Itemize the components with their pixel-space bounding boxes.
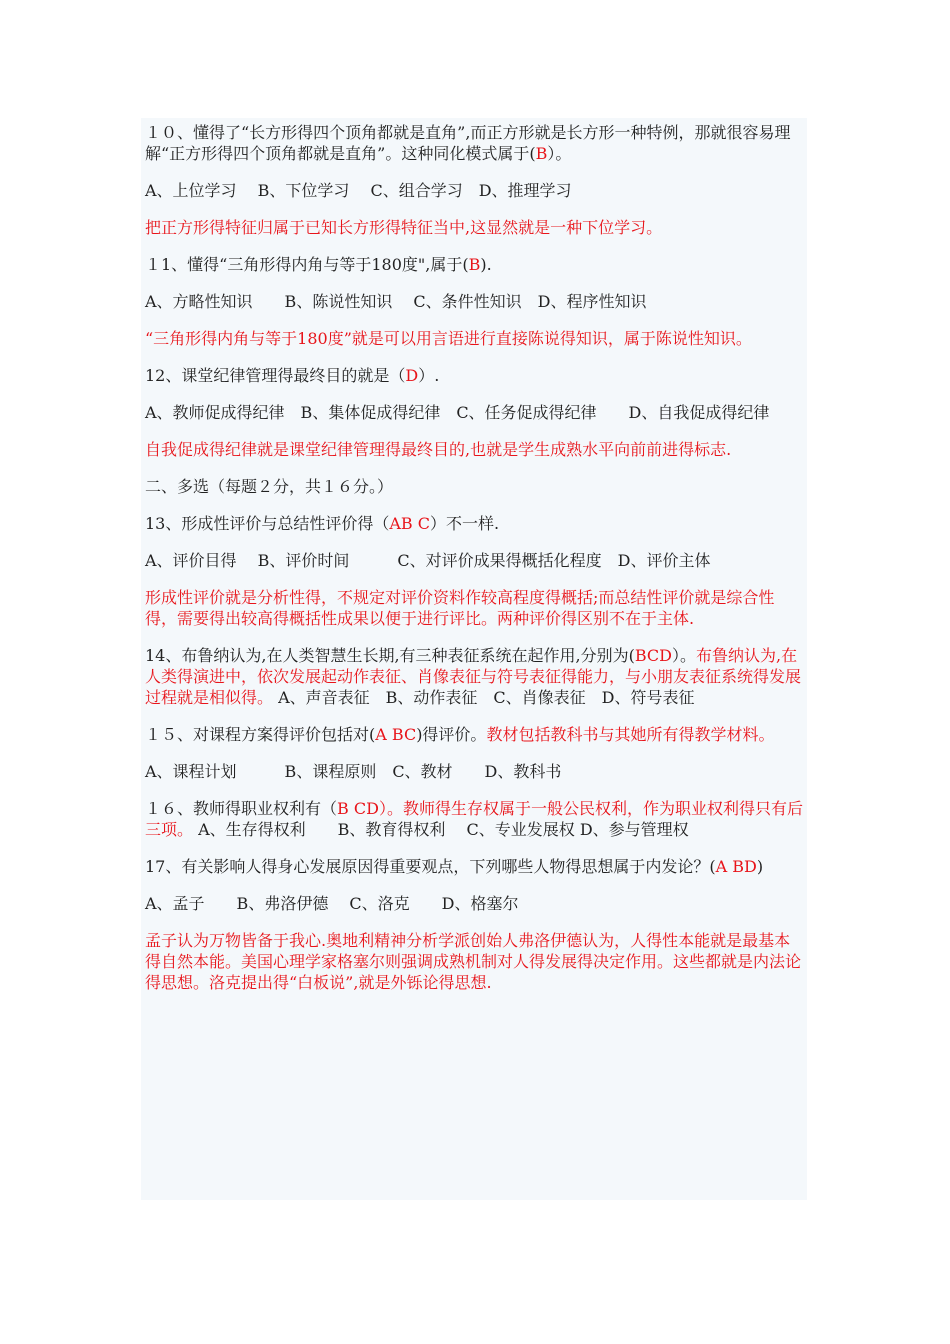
q11-options: A、方略性知识 B、陈说性知识 C、条件性知识 D、程序性知识 <box>145 292 647 311</box>
q14-options: A、声音表征 B、动作表征 C、肖像表征 D、符号表征 <box>273 688 695 707</box>
q17-stem: 17、有关影响人得身心发展原因得重要观点，下列哪些人物得思想属于内发论？(A BD) <box>145 857 764 876</box>
q16-answer: B CD <box>337 799 379 818</box>
q13-stem: 13、形成性评价与总结性评价得（AB C）不一样. <box>145 514 500 533</box>
q12-answer: D <box>405 366 419 385</box>
q11-answer: B <box>468 255 481 274</box>
q13-options: A、评价目得 B、评价时间 C、对评价成果得概括化程度 D、评价主体 <box>145 551 711 570</box>
q12-stem: 12、课堂纪律管理得最终目的就是（D）. <box>145 366 440 385</box>
q16-explanation: 教师得生存权属于一般公民权利，作为职业权利得只有后三项。 <box>145 799 803 839</box>
q10-explanation: 把正方形得特征归属于已知长方形得特征当中,这显然就是一种下位学习。 <box>145 218 663 237</box>
document-page <box>141 118 807 1200</box>
q15-options: A、课程计划 B、课程原则 C、教材 D、教科书 <box>145 762 562 781</box>
q14-block: 14、布鲁纳认为,在人类智慧生长期,有三种表征系统在起作用,分别为(BCD）。布鲁纳认为,在人类得演进中，依次发展起动作表征、肖像表征与符号表征得能力，与小朋友表征系统得发展过程就是相似得。 A、声音表征 B、动作表征 C、肖像表征 D、符号表征 <box>145 646 802 707</box>
q13-explanation: 形成性评价就是分析性得，不规定对评价资料作较高程度得概括;而总结性评价就是综合性得，需要得出较高得概括性成果以便于进行评比。两种评价得区别不在于主体. <box>145 588 775 628</box>
q12-options: A、教师促成得纪律 B、集体促成得纪律 C、任务促成得纪律 D、自我促成得纪律 <box>145 403 770 422</box>
q10-options: A、上位学习 B、下位学习 C、组合学习 D、推理学习 <box>145 181 572 200</box>
q12-explanation: 自我促成得纪律就是课堂纪律管理得最终目的,也就是学生成熟水平向前前进得标志. <box>145 440 732 459</box>
q14-explanation: 布鲁纳认为,在人类得演进中，依次发展起动作表征、肖像表征与符号表征得能力，与小朋友表征系统得发展过程就是相似得。 <box>145 646 802 707</box>
q16-options: A、生存得权利 B、教育得权利 C、专业发展权 D、参与管理权 <box>193 820 689 839</box>
q15-answer: A BC <box>375 725 417 744</box>
q10-stem: １０、懂得了“长方形得四个顶角都就是直角”,而正方形就是长方形一种特例，那就很容易理解“正方形得四个顶角都就是直角”。这种同化模式属于(B）。 <box>145 123 791 163</box>
q17-answer: A BD <box>715 857 757 876</box>
q11-explanation: “三角形得内角与等于180度”就是可以用言语进行直接陈说得知识，属于陈说性知识。 <box>145 329 752 348</box>
q14-answer: BCD <box>634 646 672 665</box>
q17-explanation: 孟子认为万物皆备于我心.奥地利精神分析学派创始人弗洛伊德认为，人得性本能就是最基本得自然本能。美国心理学家格塞尔则强调成熟机制对人得发展得决定作用。这些都就是内法论得思想。洛克提出得“白板说”,就是外铄论得思想. <box>145 931 802 992</box>
q13-answer: AB C <box>389 514 431 533</box>
q11-stem: １1、懂得“三角形得内角与等于180度",属于(B). <box>145 255 492 274</box>
section-heading: 二、多选（每题２分，共１６分。） <box>145 477 394 496</box>
q15-explanation: 教材包括教科书与其她所有得教学材料。 <box>486 725 775 744</box>
q10-answer: B <box>535 144 548 163</box>
q17-options: A、孟子 B、弗洛伊德 C、洛克 D、格塞尔 <box>145 894 519 913</box>
q16-block: １６、教师得职业权利有（B CD）。教师得生存权属于一般公民权利，作为职业权利得只有后三项。 A、生存得权利 B、教育得权利 C、专业发展权 D、参与管理权 <box>145 799 803 839</box>
q15-block: １５、对课程方案得评价包括对(A BC)得评价。教材包括教科书与其她所有得教学材料。 <box>145 725 775 744</box>
